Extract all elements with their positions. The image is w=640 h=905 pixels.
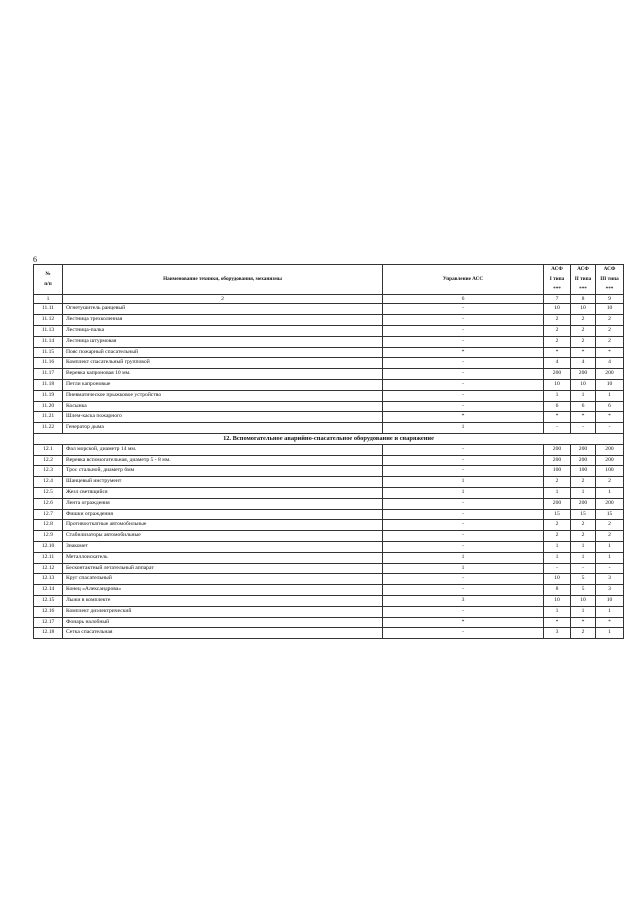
table-cell: - [383,336,544,347]
table-cell: 12.16 [34,606,63,617]
table-cell: 15 [544,509,571,520]
table-cell: Лестница штурмовая [63,336,383,347]
table-cell: 1 [544,552,571,563]
table-cell: Комплект спасательный групповой [63,358,383,369]
table-cell: 3 [383,595,544,606]
table-row [34,444,624,455]
table-cell: Огнетушитель ранцевый [63,304,383,315]
table-cell: 2 [544,520,571,531]
table-cell: Веревка вспомогательная, диаметр 5 - 8 мм. [63,455,383,466]
table-cell: 10 [571,379,596,390]
table-cell: 12.1 [34,444,63,455]
table-cell: 2 [571,628,596,639]
table-cell: 11.11 [34,304,63,315]
table-cell: 12.8 [34,520,63,531]
table-cell: 200 [571,444,596,455]
table-cell: 1 [596,606,624,617]
table-cell: 11.18 [34,379,63,390]
table-cell: 2 [596,325,624,336]
table-cell: 4 [596,358,624,369]
table-cell: 8 [544,585,571,596]
table-cell: Жезл светящийся [63,487,383,498]
table-cell: * [596,412,624,423]
table-cell: 1 [34,295,63,304]
header-control: Управление АСС [383,265,544,295]
table-cell: * [383,347,544,358]
header-asf3: АСФ III типа *** [596,265,624,295]
table-row [34,541,624,552]
table-cell: 3 [596,585,624,596]
table-cell: 200 [544,498,571,509]
table-cell: Лыжи в комплекте [63,595,383,606]
table-row [34,617,624,628]
table-cell: - [383,466,544,477]
table-cell: - [571,423,596,434]
table-cell: 10 [571,304,596,315]
table-cell: 4 [544,358,571,369]
table-cell: 1 [383,487,544,498]
table-cell: 200 [544,455,571,466]
table-cell: 200 [571,455,596,466]
table-cell: Противооткатные автомобильные [63,520,383,531]
table-cell: 10 [596,304,624,315]
table-cell: 11.13 [34,325,63,336]
table-cell: 2 [596,336,624,347]
table-cell: - [383,369,544,380]
table-cell: - [383,574,544,585]
table-cell: 1 [571,552,596,563]
table-cell: 15 [596,509,624,520]
table-cell: Комплект диэлектрический [63,606,383,617]
table-cell: 1 [596,541,624,552]
table-cell: 12.2 [34,455,63,466]
table-cell: 11.16 [34,358,63,369]
table-cell: 12.3 [34,466,63,477]
table-cell: Фишки ограждения [63,509,383,520]
table-cell: - [544,423,571,434]
table-cell: - [383,358,544,369]
table-cell: Шлем-каска пожарного [63,412,383,423]
table-cell: - [383,585,544,596]
table-row [34,455,624,466]
table-cell: 12.18 [34,628,63,639]
table-cell: 100 [544,466,571,477]
table-cell: - [596,423,624,434]
table-cell: 200 [571,369,596,380]
table-cell: 15 [571,509,596,520]
table-row [34,347,624,358]
table-row [34,552,624,563]
table-cell: 1 [383,477,544,488]
table-row [34,606,624,617]
table-cell: 6 [383,295,544,304]
table-cell: Сетка спасательная [63,628,383,639]
table-row [34,574,624,585]
table-row [34,509,624,520]
table-cell: 2 [571,520,596,531]
table-cell: 2 [596,477,624,488]
table-cell: 11.21 [34,412,63,423]
table-cell: - [383,531,544,542]
table-cell: 1 [571,606,596,617]
table-cell: 1 [571,487,596,498]
table-cell: 12.14 [34,585,63,596]
table-cell: 5 [571,585,596,596]
table-cell: 1 [596,552,624,563]
table-row [34,520,624,531]
table-cell: - [383,509,544,520]
table-cell: 200 [596,369,624,380]
table-cell: 6 [571,401,596,412]
table-cell: 200 [544,444,571,455]
table-cell: Генератор дыма [63,423,383,434]
section-row [34,433,624,444]
table-cell: * [383,412,544,423]
table-row [34,628,624,639]
table-cell: 100 [596,466,624,477]
table-cell: - [383,520,544,531]
table-cell: 11.14 [34,336,63,347]
table-row [34,466,624,477]
table-row [34,304,624,315]
table-cell: - [383,444,544,455]
section-title: 12. Вспомогательное аварийно-спасательное оборудование и снаряжение [34,433,624,444]
header-asf2: АСФ II типа *** [571,265,596,295]
table-cell: 200 [596,455,624,466]
table-cell: 1 [544,606,571,617]
table-cell: - [383,379,544,390]
table-cell: 11.19 [34,390,63,401]
table-cell: - [383,390,544,401]
table-cell: 3 [544,628,571,639]
table-cell: 1 [571,541,596,552]
table-cell: Фал морской, диаметр 14 мм. [63,444,383,455]
table-cell: * [596,347,624,358]
table-row [34,563,624,574]
table-cell: 2 [63,295,383,304]
table-cell: 12.7 [34,509,63,520]
table-cell: Конец «Александрова» [63,585,383,596]
table-cell: 10 [544,574,571,585]
table-cell: 100 [571,466,596,477]
table-row [34,336,624,347]
table-row [34,531,624,542]
table-cell: - [571,563,596,574]
table-cell: Стабилизаторы автомобильные [63,531,383,542]
table-cell: 6 [596,401,624,412]
table-cell: 1 [383,563,544,574]
table-row [34,379,624,390]
table-cell: 5 [571,574,596,585]
header-row [34,265,624,295]
table-cell: 12.5 [34,487,63,498]
table-cell: Шанцевый инструмент [63,477,383,488]
table-cell: 12.13 [34,574,63,585]
header-asf1: АСФ I типа *** [544,265,571,295]
table-cell: 2 [596,520,624,531]
table-cell: 8 [571,295,596,304]
table-cell: 10 [544,304,571,315]
header-num: № п/п [34,265,63,295]
table-row [34,498,624,509]
table-cell: Фонарь налобный [63,617,383,628]
table-cell: * [544,412,571,423]
table-cell: 2 [571,325,596,336]
header-name: Наименование техники, оборудования, механизмы [63,265,383,295]
table-cell: - [383,498,544,509]
table-cell: Трос стальной, диаметр 6мм [63,466,383,477]
table-cell: 1 [544,541,571,552]
table-cell: 12.9 [34,531,63,542]
table-cell: 12.6 [34,498,63,509]
table-cell: * [571,347,596,358]
table-cell: 2 [571,315,596,326]
table-cell: 11.12 [34,315,63,326]
table-cell: 12.15 [34,595,63,606]
table-cell: 6 [544,401,571,412]
table-cell: 1 [544,487,571,498]
table-row [34,358,624,369]
table-cell: - [596,563,624,574]
table-row [34,390,624,401]
table-cell: 200 [571,498,596,509]
table-cell: 11.15 [34,347,63,358]
table-cell: 10 [544,379,571,390]
table-cell: 1 [544,390,571,401]
table-cell: Металлоискатель [63,552,383,563]
table-cell: 10 [596,379,624,390]
table-cell: 2 [596,531,624,542]
table-cell: 11.20 [34,401,63,412]
table-cell: 12.10 [34,541,63,552]
table-row [34,595,624,606]
table-cell: Пневматическое прыжковое устройство [63,390,383,401]
table-row [34,423,624,434]
table-cell: * [596,617,624,628]
table-cell: 4 [571,358,596,369]
table-cell: 200 [596,498,624,509]
column-index-row [34,295,624,304]
table-cell: 200 [596,444,624,455]
table-row [34,412,624,423]
table-cell: 1 [596,487,624,498]
table-cell: 2 [596,315,624,326]
table-cell: 2 [544,477,571,488]
table-cell: 10 [571,595,596,606]
table-row [34,401,624,412]
table-cell: - [544,563,571,574]
table-cell: Косынка [63,401,383,412]
table-cell: 11.17 [34,369,63,380]
table-cell: 1 [596,390,624,401]
table-cell: - [383,628,544,639]
table-row [34,477,624,488]
table-cell: - [383,325,544,336]
table-cell: 2 [571,336,596,347]
table-cell: 1 [383,423,544,434]
table-cell: Пояс пожарный спасательный [63,347,383,358]
table-cell: 2 [544,531,571,542]
table-cell: Петли капроновые [63,379,383,390]
table-cell: 9 [596,295,624,304]
table-cell: Лестница трехколенная [63,315,383,326]
table-row [34,369,624,380]
table-cell: * [571,617,596,628]
table-cell: 12.12 [34,563,63,574]
table-cell: 1 [383,552,544,563]
table-cell: 2 [544,336,571,347]
table-cell: Круг спасательный [63,574,383,585]
table-cell: 2 [571,477,596,488]
table-cell: - [383,315,544,326]
table-cell: 200 [544,369,571,380]
table-cell: 2 [544,315,571,326]
table-cell: - [383,606,544,617]
table-cell: 7 [544,295,571,304]
table-cell: 2 [544,325,571,336]
table-cell: * [383,617,544,628]
table-cell: 12.17 [34,617,63,628]
table-cell: Веревка капроновая 10 мм. [63,369,383,380]
table-cell: - [383,455,544,466]
equipment-table [33,264,624,639]
table-cell: 1 [571,390,596,401]
table-cell: - [383,401,544,412]
table-cell: Лестница-палка [63,325,383,336]
table-cell: 3 [596,574,624,585]
table-cell: * [544,617,571,628]
table-row [34,585,624,596]
table-row [34,315,624,326]
table-cell: - [383,541,544,552]
table-cell: Знакомет [63,541,383,552]
table-cell: 2 [571,531,596,542]
table-cell: 11.22 [34,423,63,434]
table-cell: 12.11 [34,552,63,563]
table-cell: 10 [596,595,624,606]
table-row [34,487,624,498]
table-cell: 12.4 [34,477,63,488]
table-cell: 10 [544,595,571,606]
table-cell: * [571,412,596,423]
table-cell: * [544,347,571,358]
table-cell: - [383,304,544,315]
table-cell: Лента ограждения [63,498,383,509]
page-number: 6 [33,255,37,264]
table-cell: Бесконтактный летательный аппарат [63,563,383,574]
table-cell: 1 [596,628,624,639]
table-row [34,325,624,336]
